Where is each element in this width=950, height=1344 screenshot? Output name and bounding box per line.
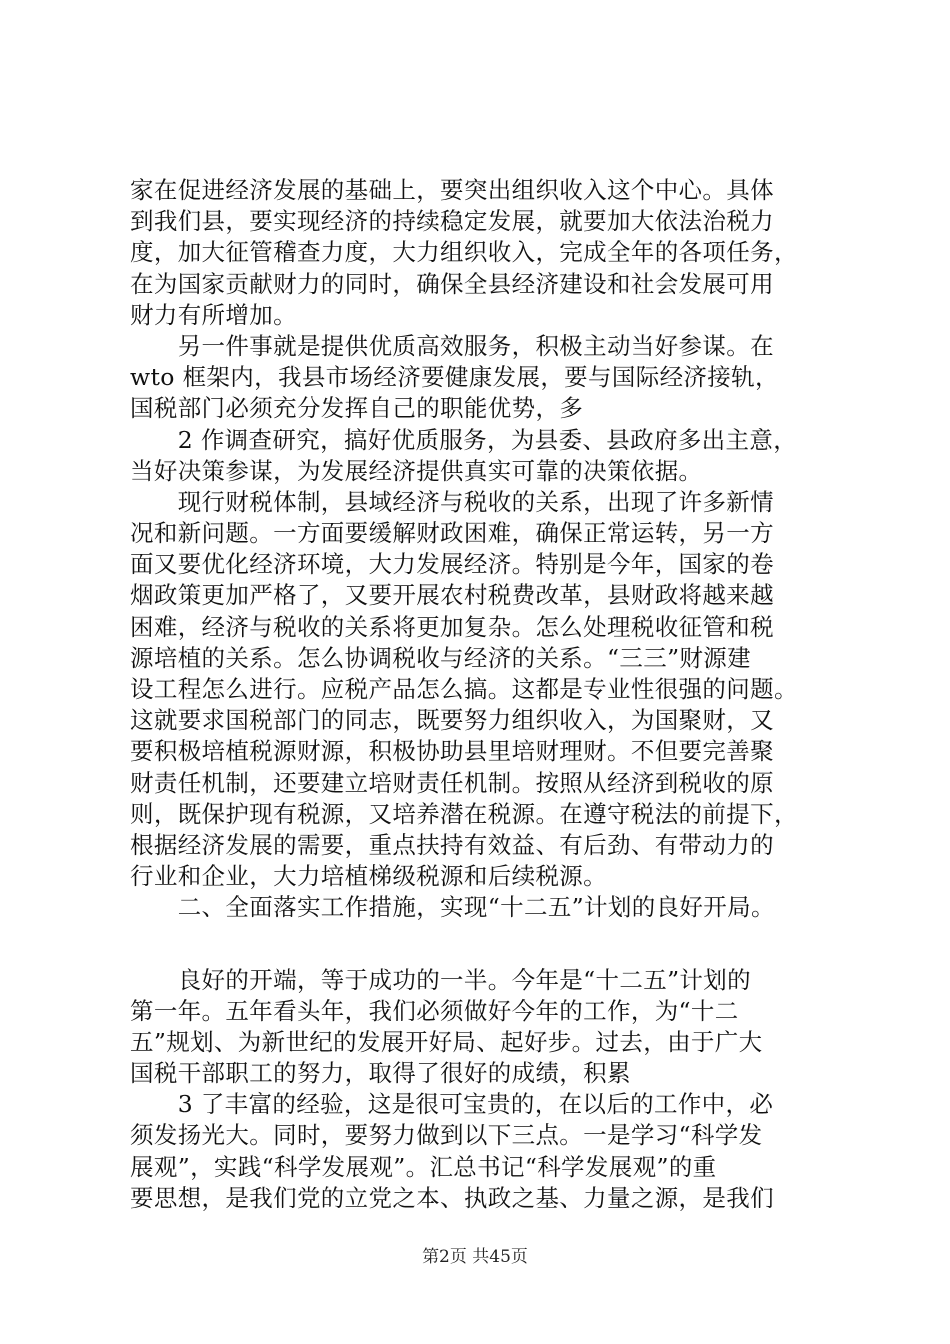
text-line: 困难，经济与税收的关系将更加复杂。怎么处理税收征管和税 bbox=[130, 612, 774, 641]
text-line: 当好决策参谋，为发展经济提供真实可靠的决策依据。 bbox=[130, 456, 703, 485]
text-line: 况和新问题。一方面要缓解财政困难，确保正常运转，另一方 bbox=[130, 519, 774, 548]
page-number-footer: 第2页 共45页 bbox=[422, 1247, 528, 1267]
body-text bbox=[130, 175, 830, 1214]
text-line: 源培植的关系。怎么协调税收与经济的关系。“三三”财源建 bbox=[130, 643, 751, 672]
section-heading: 二、全面落实工作措施，实现“十二五”计划的良好开局。 bbox=[130, 893, 775, 922]
text-line: 烟政策更加严格了，又要开展农村税费改革，县财政将越来越 bbox=[130, 581, 774, 610]
text-line: 这就要求国税部门的同志，既要努力组织收入，为国聚财，又 bbox=[130, 706, 774, 735]
text-line: 须发扬光大。同时，要努力做到以下三点。一是学习“科学发 bbox=[130, 1121, 763, 1150]
text-line: 到我们县，要实现经济的持续稳定发展，就要加大依法治税力 bbox=[130, 207, 774, 236]
text-line: 面又要优化经济环境，大力发展经济。特别是今年，国家的卷 bbox=[130, 550, 774, 579]
text-line: 第一年。五年看头年，我们必须做好今年的工作，为“十二 bbox=[130, 996, 739, 1025]
text-line: 行业和企业，大力培植梯级税源和后续税源。 bbox=[130, 862, 607, 891]
text-line: 度，加大征管稽查力度，大力组织收入，完成全年的各项任务， bbox=[130, 238, 798, 267]
text-line: 3 了丰富的经验，这是很可宝贵的，在以后的工作中，必 bbox=[130, 1090, 774, 1119]
text-line: 五”规划、为新世纪的发展开好局、起好步。过去，由于广大 bbox=[130, 1027, 763, 1056]
text-line: 2 作调查研究，搞好优质服务，为县委、县政府多出主意， bbox=[130, 425, 798, 454]
text-line: 根据经济发展的需要，重点扶持有效益、有后劲、有带动力的 bbox=[130, 830, 774, 859]
text-line: 现行财税体制，县域经济与税收的关系，出现了许多新情 bbox=[130, 487, 774, 516]
text-line: wto 框架内，我县市场经济要健康发展，要与国际经济接轨， bbox=[130, 363, 779, 392]
text-line: 另一件事就是提供优质高效服务，积极主动当好参谋。在 bbox=[130, 331, 774, 360]
text-line: 在为国家贡献财力的同时，确保全县经济建设和社会发展可用 bbox=[130, 269, 774, 298]
blank-line bbox=[130, 924, 830, 965]
text-line: 国税干部职工的努力，取得了很好的成绩，积累 bbox=[130, 1059, 631, 1088]
text-line: 家在促进经济发展的基础上，要突出组织收入这个中心。具体 bbox=[130, 176, 774, 204]
text-line: 良好的开端，等于成功的一半。今年是“十二五”计划的 bbox=[130, 965, 751, 994]
text-line: 则，既保护现有税源，又培养潜在税源。在遵守税法的前提下， bbox=[130, 799, 798, 828]
text-line: 设工程怎么进行。应税产品怎么搞。这都是专业性很强的问题。 bbox=[130, 675, 798, 703]
text-line: 展观”，实践“科学发展观”。汇总书记“科学发展观”的重 bbox=[130, 1152, 717, 1181]
text-line: 财责任机制，还要建立培财责任机制。按照从经济到税收的原 bbox=[130, 768, 774, 797]
text-line: 要思想，是我们党的立党之本、执政之基、力量之源，是我们 bbox=[130, 1183, 774, 1212]
text-line: 要积极培植税源财源，积极协助县里培财理财。不但要完善聚 bbox=[130, 737, 774, 766]
text-line: 财力有所增加。 bbox=[130, 300, 297, 329]
text-line: 国税部门必须充分发挥自己的职能优势，多 bbox=[130, 394, 584, 423]
